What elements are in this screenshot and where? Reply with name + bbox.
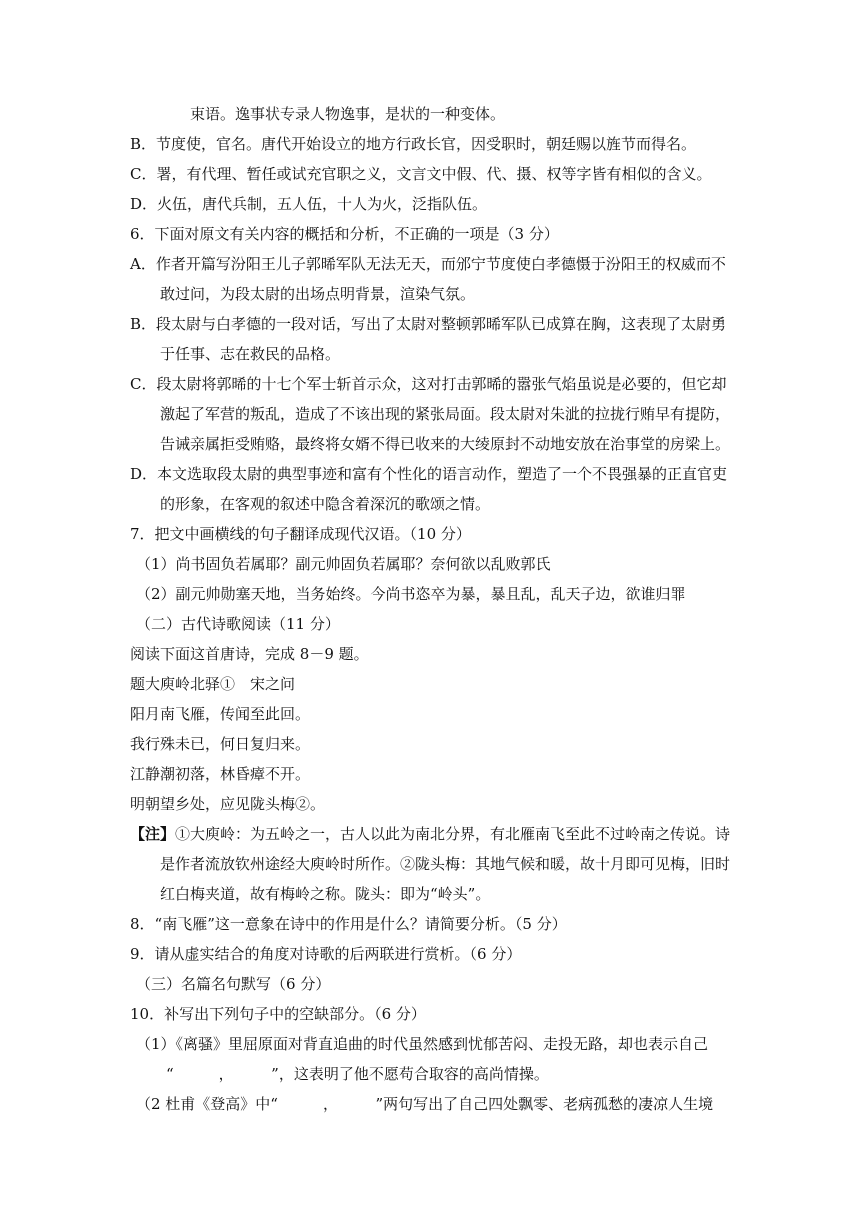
- poem-line: 明朝望乡处，应见陇头梅②。: [130, 795, 326, 813]
- q7-sentence-1: （1）尚书固负若属耶？副元帅固负若属耶？奈何欲以乱败郭氏: [136, 555, 551, 573]
- instruction: 阅读下面这首唐诗，完成 8－9 题。: [130, 645, 369, 663]
- note-line: 红白梅夹道，故有梅岭之称。陇头：即为“岭头”。: [160, 885, 491, 903]
- section-heading: （三）名篇名句默写（6 分）: [136, 975, 331, 993]
- q10-item-2: （2 杜甫《登高》中“ ， ”两句写出了自己四处飘零、老病孤愁的凄凉人生境: [136, 1095, 714, 1113]
- question-9: 9．请从虚实结合的角度对诗歌的后两联进行赏析。（6 分）: [130, 945, 522, 963]
- note-line: 是作者流放钦州途经大庾岭时所作。②陇头梅：其地气候和暖，故十月即可见梅，旧时: [160, 855, 731, 873]
- option-d: D．火伍，唐代兵制，五人伍，十人为火，泛指队伍。: [130, 195, 488, 213]
- section-heading: （二）古代诗歌阅读（11 分）: [136, 615, 340, 633]
- q6-option-a: A．作者开篇写汾阳王儿子郭晞军队无法无天，而邠宁节度使白孝德慑于汾阳王的权威而不: [130, 255, 726, 273]
- poem-title: 题大庾岭北驿① 宋之问: [130, 675, 296, 693]
- q6-option-d: D．本文选取段太尉的典型事迹和富有个性化的语言动作，塑造了一个不畏强暴的正直官吏: [130, 465, 728, 483]
- fill-blank-line: “ ， ”，这表明了他不愿苟合取容的高尚情操。: [166, 1065, 549, 1083]
- poem-line: 我行殊未已，何日复归来。: [130, 735, 311, 753]
- poem-line: 阳月南飞雁，传闻至此回。: [130, 705, 311, 723]
- question-8: 8．“南飞雁”这一意象在诗中的作用是什么？请简要分析。（5 分）: [130, 915, 567, 933]
- text-line: 的形象，在客观的叙述中隐含着深沉的歌颂之情。: [160, 495, 491, 513]
- text-line: 告诫亲属拒受贿赂，最终将女婿不得已收来的大绫原封不动地安放在治事堂的房梁上。: [160, 435, 731, 453]
- q7-sentence-2: （2）副元帅勋塞天地，当务始终。今尚书恣卒为暴，暴且乱，乱天子边，欲谁归罪: [136, 585, 686, 603]
- note-label: 【注】: [130, 825, 176, 843]
- note-text: ①大庾岭：为五岭之一，古人以此为南北分界，有北雁南飞至此不过岭南之传说。诗: [175, 825, 731, 843]
- q10-item-1: （1）《离骚》里屈原面对背直追曲的时代虽然感到忧郁苦闷、走投无路，却也表示自己: [136, 1035, 709, 1053]
- text-line: 于任事、志在救民的品格。: [160, 345, 341, 363]
- question-7: 7．把文中画横线的句子翻译成现代汉语。（10 分）: [130, 525, 471, 543]
- question-6: 6．下面对原文有关内容的概括和分析，不正确的一项是（3 分）: [130, 225, 559, 243]
- option-c: C．署，有代理、暂任或试充官职之义，文言文中假、代、摄、权等字皆有相似的含义。: [130, 165, 712, 183]
- text-line: 激起了军营的叛乱，造成了不该出现的紧张局面。段太尉对朱泚的拉拢行贿早有提防，: [160, 405, 731, 423]
- poem-line: 江静潮初落，林昏瘴不开。: [130, 765, 311, 783]
- text-line: 束语。逸事状专录人物逸事，是状的一种变体。: [190, 105, 506, 123]
- note-line: [130, 824, 730, 844]
- option-b: B．节度使，官名。唐代开始设立的地方行政长官，因受职时，朝廷赐以旌节而得名。: [130, 135, 697, 153]
- question-10: 10．补写出下列句子中的空缺部分。（6 分）: [130, 1005, 426, 1023]
- q6-option-b: B．段太尉与白孝德的一段对话，写出了太尉对整顿郭晞军队已成算在胸，这表现了太尉勇: [130, 315, 727, 333]
- text-line: 敢过问，为段太尉的出场点明背景，渲染气氛。: [160, 285, 476, 303]
- q6-option-c: C．段太尉将郭晞的十七个军士斩首示众，这对打击郭晞的嚣张气焰虽说是必要的，但它却: [130, 375, 727, 393]
